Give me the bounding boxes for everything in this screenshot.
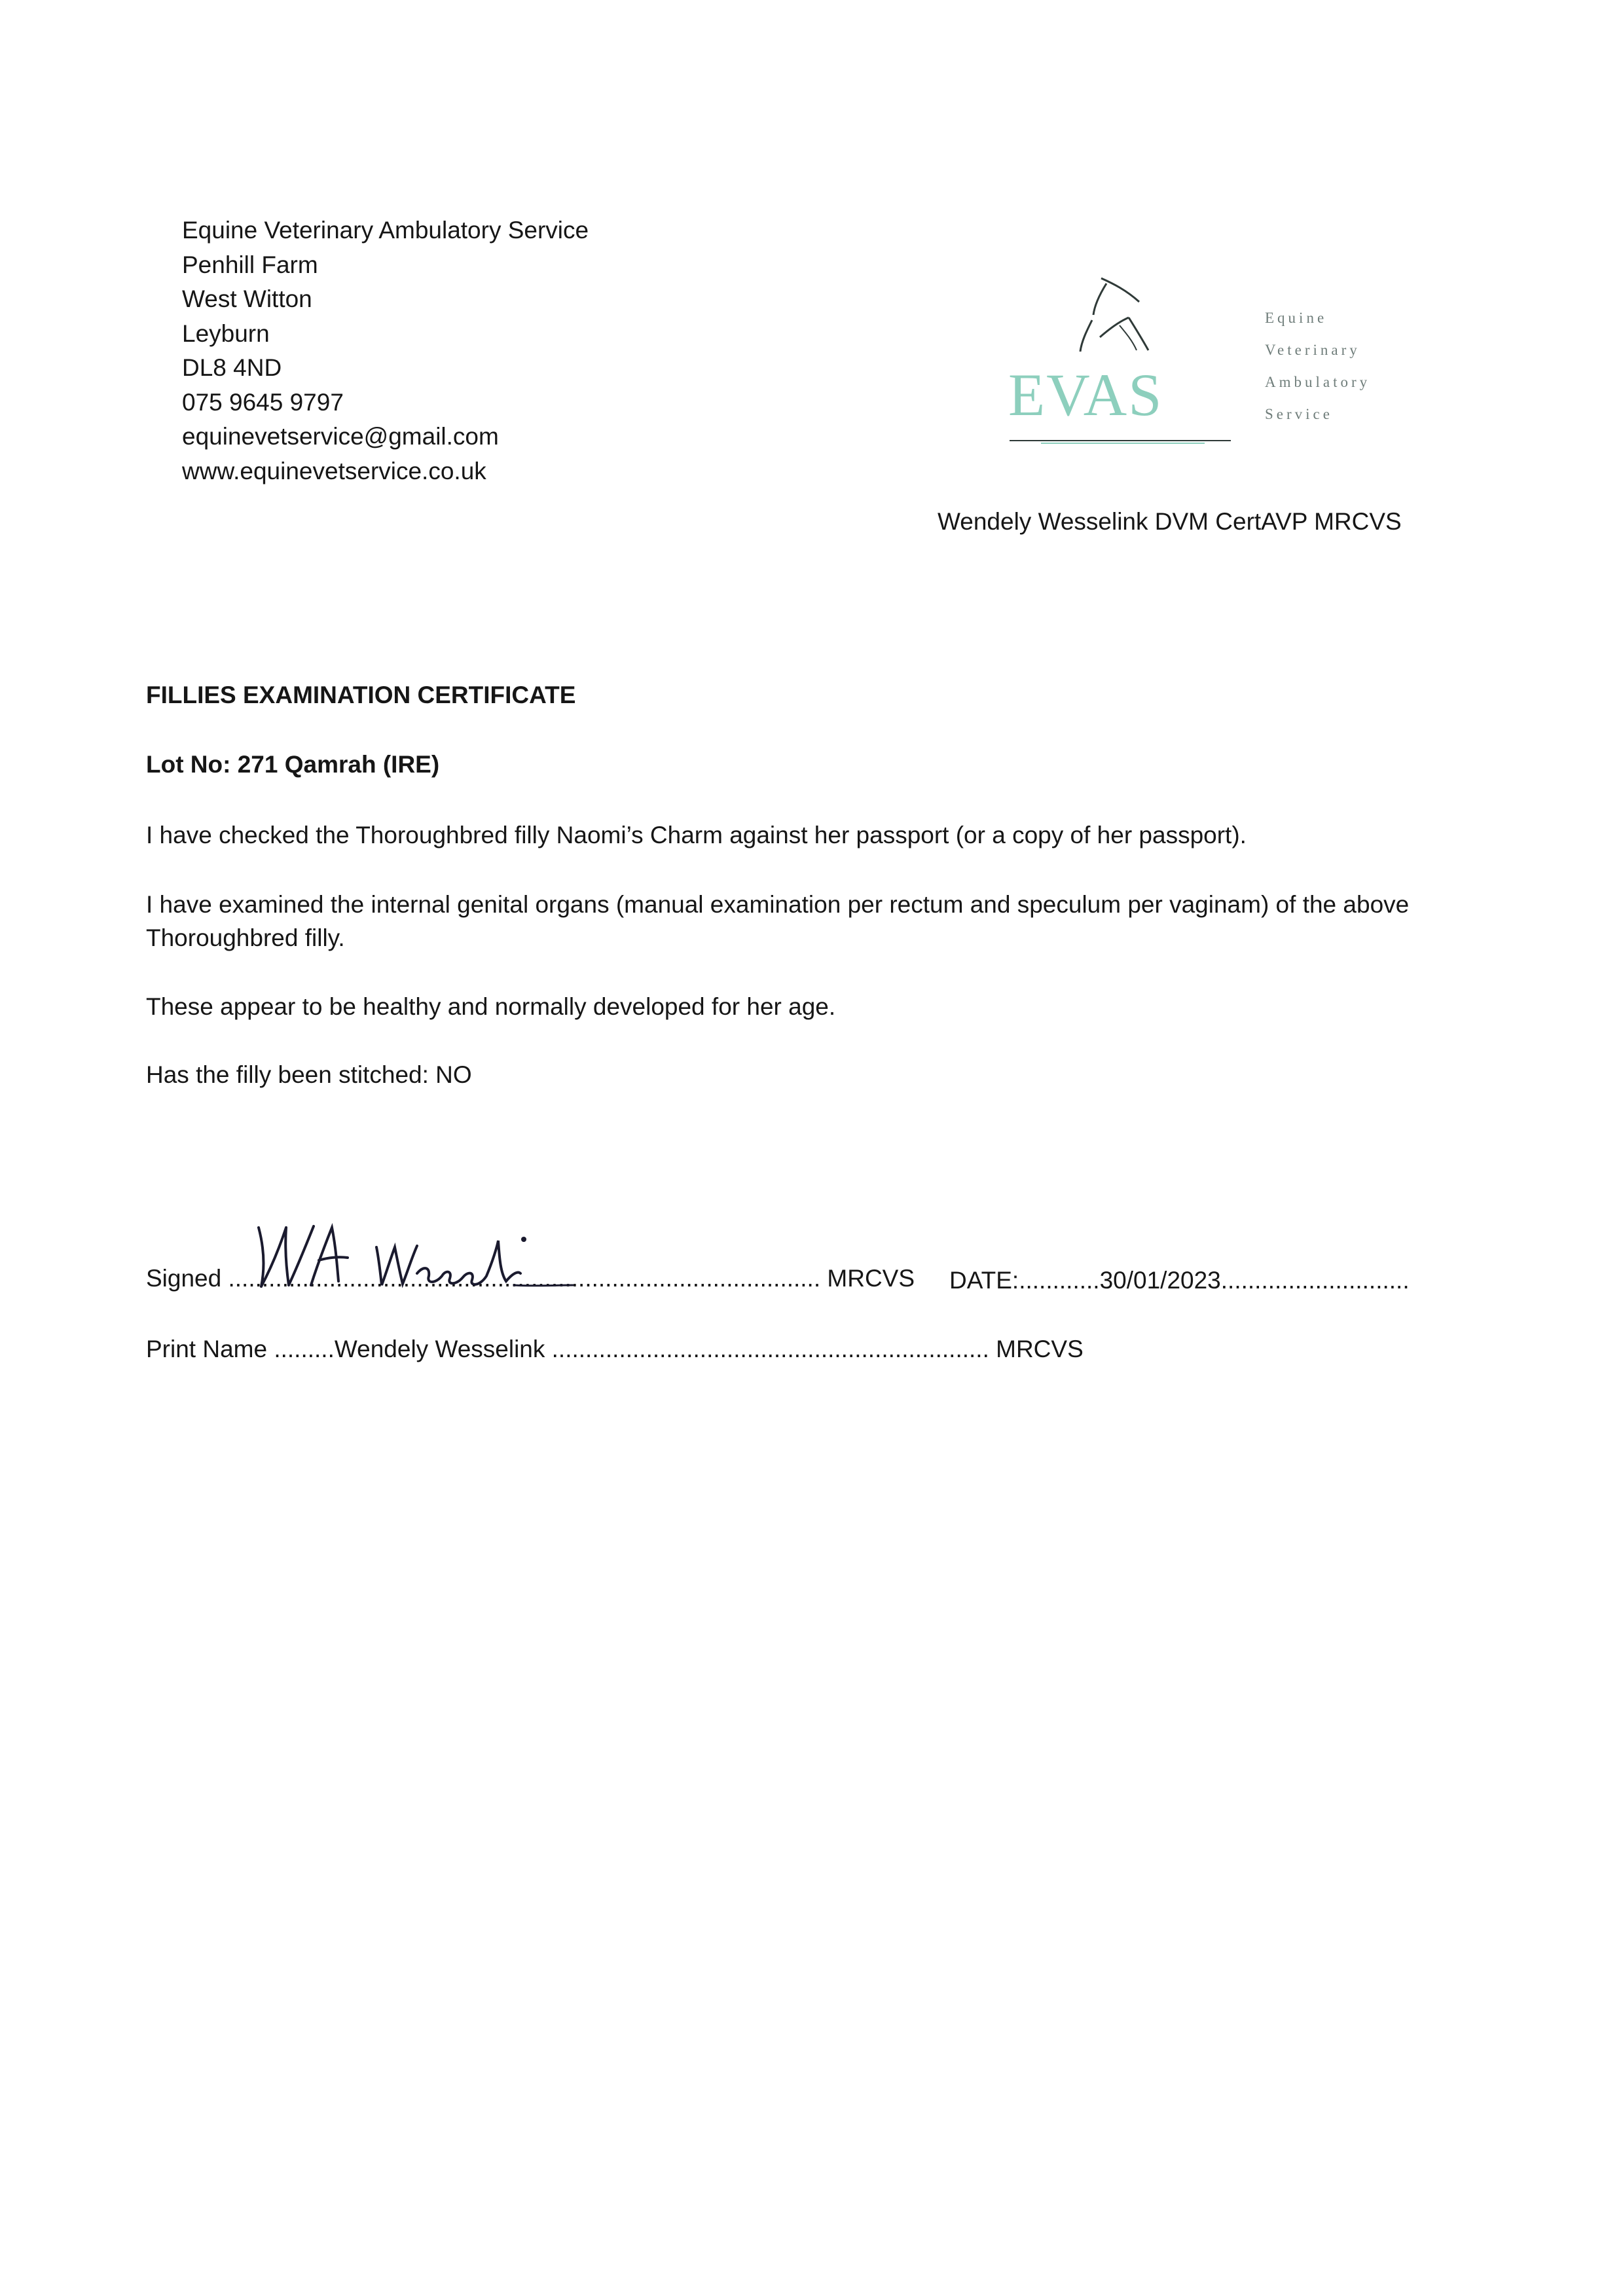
practice-address bbox=[182, 213, 589, 488]
logo-word-veterinary: Veterinary bbox=[1265, 342, 1360, 358]
practice-phone: 075 9645 9797 bbox=[182, 388, 344, 416]
print-name-lead-dots: ......... bbox=[274, 1336, 335, 1362]
print-name-label: Print Name bbox=[146, 1336, 268, 1362]
vet-name: Wendely Wesselink DVM CertAVP MRCVS bbox=[938, 508, 1402, 535]
examination-paragraph: I have examined the internal genital organs (manual examination per rectum and speculum per vaginam) of the above Thoroughbred filly. bbox=[146, 891, 1410, 951]
date-line bbox=[949, 1267, 1410, 1294]
logo-words bbox=[1265, 302, 1370, 430]
practice-email: equinevetservice@gmail.com bbox=[182, 423, 499, 450]
signed-suffix: MRCVS bbox=[827, 1265, 915, 1292]
address-line-farm: Penhill Farm bbox=[182, 251, 318, 278]
evas-logo bbox=[1008, 265, 1414, 462]
health-statement: These appear to be healthy and normally developed for her age. bbox=[146, 993, 836, 1020]
lot-number: Lot No: 271 Qamrah (IRE) bbox=[146, 751, 440, 778]
practice-name: Equine Veterinary Ambulatory Service bbox=[182, 217, 589, 244]
date-trail-dots: ............................ bbox=[1220, 1267, 1410, 1294]
signed-dots: ........................................................................................ bbox=[228, 1265, 821, 1292]
handwritten-signature bbox=[246, 1208, 599, 1300]
address-line-village: West Witton bbox=[182, 285, 312, 312]
print-name-trail-dots: ................................................................. bbox=[551, 1336, 989, 1362]
stitched-statement: Has the filly been stitched: NO bbox=[146, 1061, 472, 1088]
date-lead-dots: ............ bbox=[1019, 1267, 1100, 1294]
address-line-town: Leyburn bbox=[182, 319, 270, 347]
passport-check-paragraph: I have checked the Thoroughbred filly Naomi’s Charm against her passport (or a copy of her passport). bbox=[146, 822, 1247, 848]
certificate-title: FILLIES EXAMINATION CERTIFICATE bbox=[146, 682, 576, 708]
date-label: DATE: bbox=[949, 1267, 1019, 1294]
signed-label: Signed bbox=[146, 1265, 222, 1292]
date-value: 30/01/2023 bbox=[1099, 1267, 1221, 1294]
address-postcode: DL8 4ND bbox=[182, 354, 282, 381]
logo-letters: EVAS bbox=[1008, 361, 1163, 428]
logo-word-service: Service bbox=[1265, 406, 1333, 422]
logo-word-equine: Equine bbox=[1265, 310, 1328, 326]
practice-website: www.equinevetservice.co.uk bbox=[182, 457, 486, 484]
print-name-suffix: MRCVS bbox=[996, 1336, 1084, 1362]
print-name-line bbox=[146, 1336, 1084, 1363]
logo-word-ambulatory: Ambulatory bbox=[1265, 374, 1371, 390]
print-name-value: Wendely Wesselink bbox=[334, 1336, 545, 1362]
